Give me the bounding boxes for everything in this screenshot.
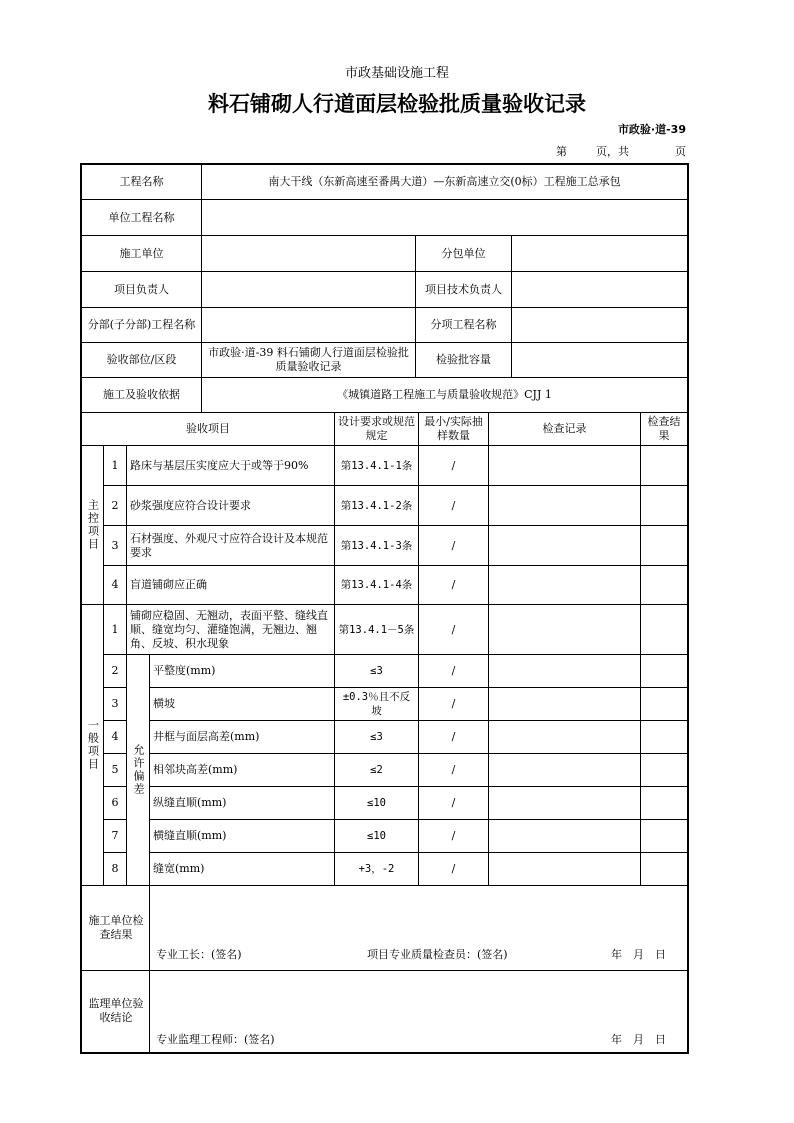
general-row-5-desc: 相邻块高差(mm)	[153, 763, 238, 776]
header-item: 验收项目	[186, 422, 230, 435]
supervisor-label: 监理单位验收结论	[88, 997, 144, 1024]
supervisor-engineer-signature: 专业监理工程师：(签名)	[156, 1033, 275, 1046]
subitem-label: 分项工程名称	[430, 318, 497, 331]
main-row-3-no: 3	[111, 538, 119, 552]
main-row-4-desc: 盲道铺砌应正确	[130, 578, 207, 591]
page-prefix: 第	[556, 145, 567, 158]
main-row-1-desc: 路床与基层压实度应大于或等于90%	[130, 458, 309, 472]
main-row-2-desc: 砂浆强度应符合设计要求	[130, 498, 251, 512]
main-row-4-no: 4	[111, 578, 119, 591]
general-row-2-spec: ≤3	[370, 665, 383, 677]
main-row-3-desc: 石材强度、外观尺寸应符合设计及本规范要求	[130, 531, 328, 559]
general-row-5-sample: /	[451, 763, 456, 776]
foreman-signature: 专业工长：(签名)	[156, 948, 242, 961]
general-row-2-no: 2	[111, 664, 119, 677]
page-middle: 页，共	[596, 145, 629, 158]
project-name-value: 南大干线（东新高速至番禺大道）—东新高速立交(0标）工程施工总承包	[268, 175, 621, 188]
main-row-1-spec: 第13.4.1-1条	[340, 459, 413, 472]
basis-value: 《城镇道路工程施工与质量验收规范》CJJ 1	[337, 388, 552, 401]
general-row-1-desc: 铺砌应稳固、无翘动，表面平整、缝线直顺、缝宽均匀、灌缝饱满，无翘边、翘角、反坡、积水现象	[130, 608, 328, 650]
tolerance-label: 允许偏差	[132, 744, 145, 796]
general-row-8-spec: +3，-2	[358, 863, 395, 875]
main-row-2-sample: /	[451, 498, 456, 512]
general-row-6-sample: /	[451, 796, 456, 809]
general-row-3-sample: /	[451, 697, 456, 710]
general-row-6-no: 6	[111, 796, 119, 809]
form-code: 市政验·道-39	[617, 123, 686, 136]
general-row-6-spec: ≤10	[367, 797, 386, 809]
main-control-label: 主控项目	[86, 499, 100, 551]
general-row-8-sample: /	[451, 862, 456, 875]
tech-lead-label: 项目技术负责人	[425, 282, 502, 296]
main-row-2-spec: 第13.4.1-2条	[340, 499, 413, 512]
constructor-check-label: 施工单位检查结果	[88, 914, 144, 941]
row-divider	[80, 885, 689, 886]
general-row-7-sample: /	[451, 829, 456, 842]
general-label: 一般项目	[86, 719, 100, 771]
location-label: 验收部位/区段	[106, 353, 177, 366]
document-supertitle: 市政基础设施工程	[344, 66, 449, 81]
col-divider	[511, 235, 512, 377]
general-row-8-desc: 缝宽(mm)	[153, 862, 205, 875]
general-row-5-spec: ≤2	[370, 764, 383, 776]
col-divider	[640, 412, 641, 885]
header-sample: 最小/实际抽样数量	[424, 415, 483, 442]
general-row-4-sample: /	[451, 730, 456, 743]
main-row-4-spec: 第13.4.1-4条	[340, 579, 413, 591]
main-row-3-spec: 第13.4.1-3条	[340, 539, 413, 552]
general-row-3-no: 3	[111, 697, 119, 710]
supervisor-date: 年 月 日	[611, 1033, 666, 1046]
project-lead-label: 项目负责人	[114, 282, 169, 296]
general-row-2-sample: /	[451, 664, 456, 677]
batch-capacity-label: 检验批容量	[436, 353, 491, 366]
general-row-1-spec: 第13.4.1－5条	[338, 623, 415, 636]
general-row-6-desc: 纵缝直顺(mm)	[153, 796, 227, 809]
subcontractor-label: 分包单位	[441, 246, 486, 260]
main-row-2-no: 2	[111, 498, 119, 512]
unit-project-label: 单位工程名称	[108, 210, 175, 224]
project-name-label: 工程名称	[119, 175, 164, 188]
general-row-4-no: 4	[111, 730, 119, 743]
main-row-1-no: 1	[111, 458, 119, 472]
location-value: 市政验·道-39 料石铺砌人行道面层检验批质量验收记录	[208, 346, 409, 373]
row-divider	[80, 970, 689, 971]
general-row-2-desc: 平整度(mm)	[153, 664, 216, 677]
general-row-1-sample: /	[451, 622, 456, 636]
general-row-1-no: 1	[111, 622, 119, 636]
general-row-3-spec: ±0.3％且不反坡	[342, 691, 411, 717]
constructor-label: 施工单位	[119, 246, 164, 260]
col-divider	[149, 885, 150, 1053]
header-result: 检查结果	[647, 415, 681, 442]
constructor-date: 年 月 日	[611, 948, 666, 961]
main-row-4-sample: /	[451, 578, 456, 591]
header-record: 检查记录	[542, 422, 587, 435]
general-row-7-spec: ≤10	[367, 830, 386, 842]
quality-inspector-signature: 项目专业质量检查员：(签名)	[367, 948, 508, 961]
general-row-7-desc: 横缝直顺(mm)	[153, 829, 227, 842]
general-row-4-desc: 井框与面层高差(mm)	[153, 730, 260, 743]
general-row-4-spec: ≤3	[370, 731, 383, 743]
general-row-3-desc: 横坡	[153, 697, 175, 710]
main-row-3-sample: /	[451, 538, 456, 552]
main-row-1-sample: /	[451, 458, 456, 472]
col-divider	[488, 412, 489, 885]
general-row-7-no: 7	[111, 829, 119, 842]
general-row-5-no: 5	[111, 763, 119, 776]
header-design: 设计要求或规范规定	[338, 415, 415, 442]
document-title: 料石铺砌人行道面层检验批质量验收记录	[208, 91, 586, 116]
basis-label: 施工及验收依据	[103, 388, 180, 401]
page-suffix: 页	[675, 145, 686, 158]
general-row-8-no: 8	[111, 862, 119, 875]
division-label: 分部(子分部)工程名称	[87, 318, 196, 331]
